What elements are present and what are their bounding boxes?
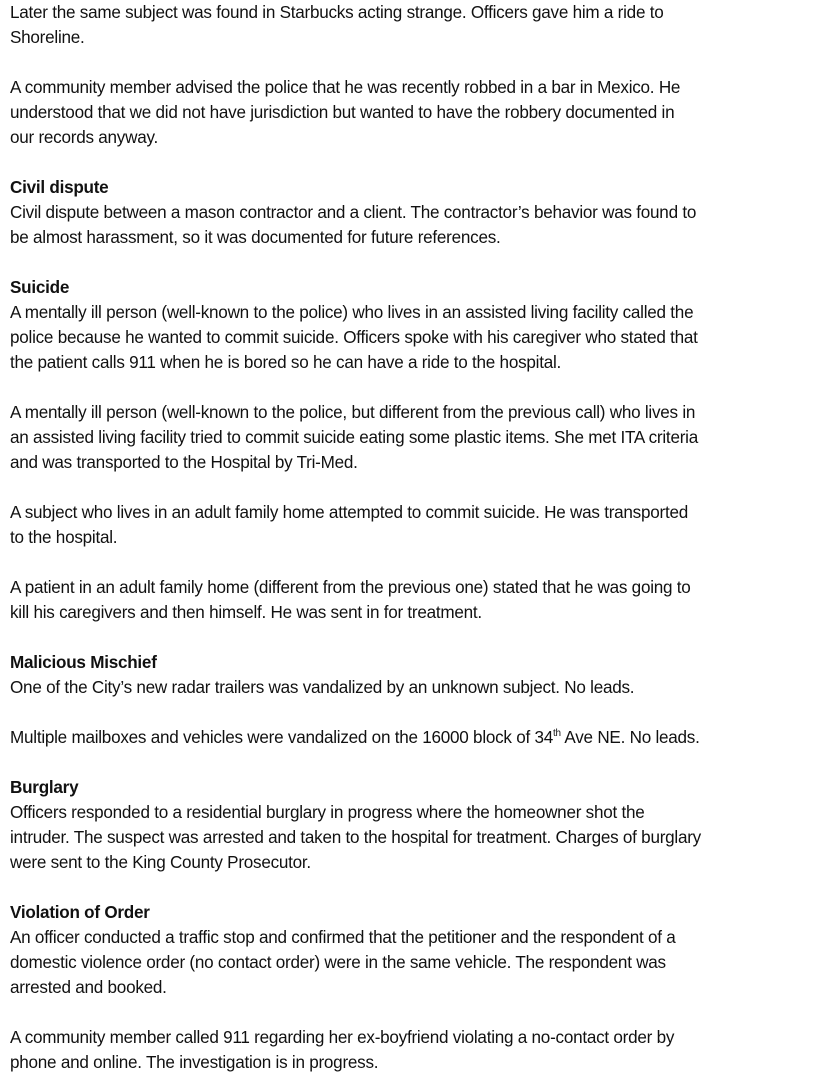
text-line: A community member called 911 regarding her ex-boyfriend violating a no-contact order by — [10, 1027, 675, 1047]
text-span: Ave NE. No leads. — [560, 727, 700, 747]
section-malicious-mischief — [10, 650, 822, 750]
text-line: understood that we did not have jurisdiction but wanted to have the robbery documented in — [10, 102, 675, 122]
section-heading: Civil dispute — [10, 177, 109, 197]
section-heading: Burglary — [10, 777, 79, 797]
paragraph-gap — [10, 750, 822, 775]
text-line: kill his caregivers and then himself. He was sent in for treatment. — [10, 602, 482, 622]
section-heading: Malicious Mischief — [10, 652, 157, 672]
text-line: A mentally ill person (well-known to the police, but different from the previous call) who lives in — [10, 402, 696, 422]
section-violation-of-order — [10, 900, 822, 1075]
paragraph — [10, 0, 822, 50]
text-line: the patient calls 911 when he is bored so he can have a ride to the hospital. — [10, 352, 562, 372]
text-line — [10, 725, 818, 750]
text-line: Shoreline. — [10, 27, 85, 47]
paragraph — [10, 75, 822, 150]
text-line: A community member advised the police that he was recently robbed in a bar in Mexico. He — [10, 77, 681, 97]
text-line: police because he wanted to commit suicide. Officers spoke with his caregiver who stated that — [10, 327, 698, 347]
text-line: One of the City’s new radar trailers was vandalized by an unknown subject. No leads. — [10, 677, 635, 697]
text-span: Multiple mailboxes and vehicles were vandalized on the 16000 block of 34 — [10, 727, 554, 747]
section-suicide — [10, 275, 822, 625]
document-page — [10, 0, 822, 1075]
paragraph-gap — [10, 1000, 822, 1025]
text-line: our records anyway. — [10, 127, 159, 147]
text-line: An officer conducted a traffic stop and confirmed that the petitioner and the respondent of a — [10, 927, 676, 947]
text-line: phone and online. The investigation is in progress. — [10, 1052, 379, 1072]
text-line: intruder. The suspect was arrested and taken to the hospital for treatment. Charges of burglary — [10, 827, 701, 847]
text-line: and was transported to the Hospital by Tri-Med. — [10, 452, 358, 472]
text-line: A patient in an adult family home (different from the previous one) stated that he was going to — [10, 577, 691, 597]
text-line: to the hospital. — [10, 527, 118, 547]
superscript: th — [553, 728, 561, 739]
paragraph-gap — [10, 50, 822, 75]
paragraph-gap — [10, 150, 822, 175]
paragraph-gap — [10, 700, 822, 725]
section-heading: Violation of Order — [10, 902, 150, 922]
text-line: A mentally ill person (well-known to the police) who lives in an assisted living facility called the — [10, 302, 694, 322]
text-line: be almost harassment, so it was documented for future references. — [10, 227, 501, 247]
text-line: domestic violence order (no contact order) were in the same vehicle. The respondent was — [10, 952, 666, 972]
text-line: an assisted living facility tried to commit suicide eating some plastic items. She met ITA criteria — [10, 427, 698, 447]
paragraph-gap — [10, 875, 822, 900]
text-line: Later the same subject was found in Starbucks acting strange. Officers gave him a ride to — [10, 2, 664, 22]
section-heading: Suicide — [10, 277, 70, 297]
text-line: arrested and booked. — [10, 977, 167, 997]
paragraph-gap — [10, 475, 822, 500]
section-civil-dispute — [10, 175, 822, 250]
paragraph-gap — [10, 375, 822, 400]
paragraph-gap — [10, 250, 822, 275]
text-line: A subject who lives in an adult family home attempted to commit suicide. He was transported — [10, 502, 688, 522]
section-burglary — [10, 775, 822, 875]
text-line: Civil dispute between a mason contractor and a client. The contractor’s behavior was found to — [10, 202, 697, 222]
text-line: were sent to the King County Prosecutor. — [10, 852, 311, 872]
text-line: Officers responded to a residential burglary in progress where the homeowner shot the — [10, 802, 645, 822]
paragraph-gap — [10, 625, 822, 650]
paragraph-gap — [10, 550, 822, 575]
